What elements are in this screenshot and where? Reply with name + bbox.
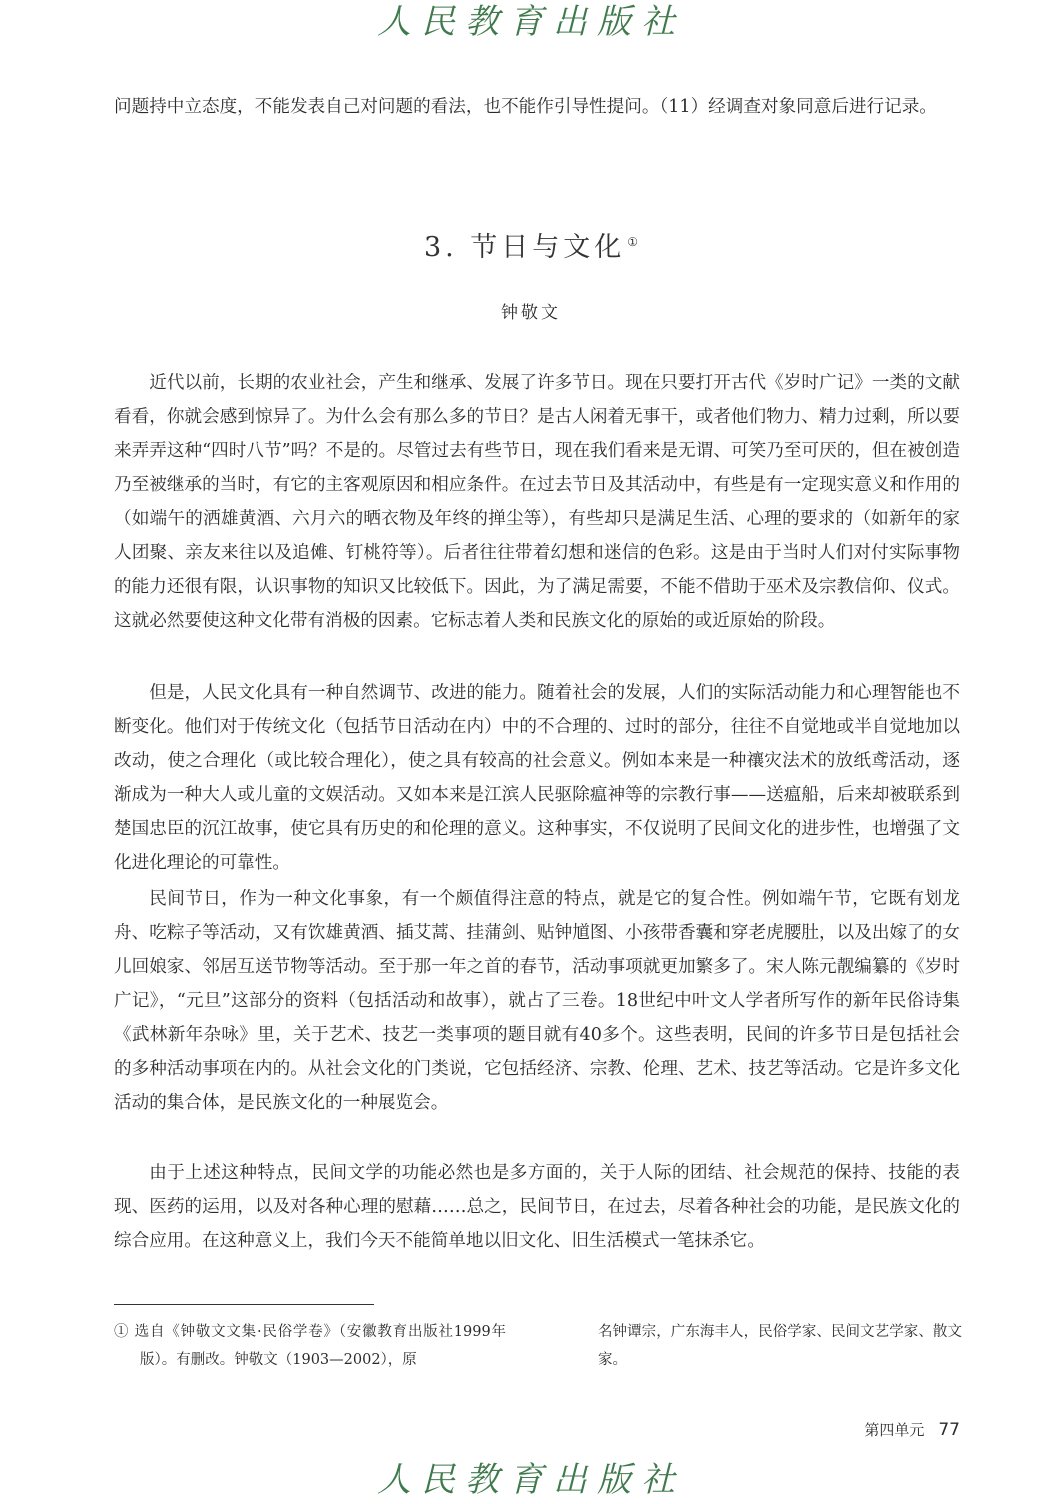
body-paragraph-3: 民间节日，作为一种文化事象，有一个颇值得注意的特点，就是它的复合性。例如端午节，它既有划龙舟、吃粽子等活动，又有饮雄黄酒、插艾蒿、挂蒲剑、贴钟馗图、小孩带香囊和穿老虎腰肚，以及出嫁了的女儿回娘家、邻居互送节物等活动。至于那一年之首的春节，活动事项就更加繁多了。宋人陈元靓编纂的《岁时广记》，“元旦”这部分的资料（包括活动和故事），就占了三卷。18世纪中叶文人学者所写作的新年民俗诗集《武林新年杂咏》里，关于艺术、技艺一类事项的题目就有40多个。这些表明，民间的许多节日是包括社会的多种活动事项在内的。从社会文化的门类说，它包括经济、宗教、伦理、艺术、技艺等活动。它是许多文化活动的集合体，是民族文化的一种展览会。 bbox=[114, 889, 960, 1113]
body-paragraph-2: 但是，人民文化具有一种自然调节、改进的能力。随着社会的发展，人们的实际活动能力和心理智能也不断变化。他们对于传统文化（包括节日活动在内）中的不合理的、过时的部分，往往不自觉地或半自觉地加以改动，使之合理化（或比较合理化），使之具有较高的社会意义。例如本来是一种禳灾法术的放纸鸢活动，逐渐成为一种大人或儿童的文娱活动。又如本来是江滨人民驱除瘟神等的宗教行事——送瘟船，后来却被联系到楚国忠臣的沉江故事，使它具有历史的和伦理的意义。这种事实，不仅说明了民间文化的进步性，也增强了文化进化理论的可靠性。 bbox=[114, 683, 960, 873]
footnote-marker: ① bbox=[627, 235, 639, 249]
page-number: 77 bbox=[938, 1420, 960, 1440]
title-text: 3. 节日与文化 bbox=[423, 232, 626, 263]
article-author: 钟敬文 bbox=[501, 303, 561, 323]
footnote-right-column: 名钟谭宗，广东海丰人，民俗学家、民间文艺学家、散文家。 bbox=[598, 1324, 962, 1368]
unit-label: 第四单元 bbox=[864, 1421, 925, 1439]
publisher-watermark-bottom: 人民教育出版社 bbox=[377, 1460, 685, 1500]
intro-paragraph: 问题持中立态度，不能发表自己对问题的看法，也不能作引导性提问。（11）经调查对象同意后进行记录。 bbox=[114, 97, 937, 117]
body-paragraph-4: 由于上述这种特点，民间文学的功能必然也是多方面的，关于人际的团结、社会规范的保持、技能的表现、医药的运用，以及对各种心理的慰藉……总之，民间节日，在过去，尽着各种社会的功能，是民族文化的综合应用。在这种意义上，我们今天不能简单地以旧文化、旧生活模式一笔抹杀它。 bbox=[114, 1163, 960, 1251]
footnote-divider bbox=[114, 1304, 374, 1305]
page-footer bbox=[864, 1416, 960, 1444]
article-title bbox=[0, 222, 1062, 268]
body-paragraph-1: 近代以前，长期的农业社会，产生和继承、发展了许多节日。现在只要打开古代《岁时广记》一类的文献看看，你就会感到惊异了。为什么会有那么多的节日？是古人闲着无事干，或者他们物力、精力过剩，所以要来弄弄这种“四时八节”吗？不是的。尽管过去有些节日，现在我们看来是无谓、可笑乃至可厌的，但在被创造乃至被继承的当时，有它的主客观原因和相应条件。在过去节日及其活动中，有些是有一定现实意义和作用的（如端午的洒雄黄酒、六月六的晒衣物及年终的掸尘等），有些却只是满足生活、心理的要求的（如新年的家人团聚、亲友来往以及追傩、钉桃符等）。后者往往带着幻想和迷信的色彩。这是由于当时人们对付实际事物的能力还很有限，认识事物的知识又比较低下。因此，为了满足需要，不能不借助于巫术及宗教信仰、仪式。这就必然要使这种文化带有消极的因素。它标志着人类和民族文化的原始的或近原始的阶段。 bbox=[114, 373, 960, 631]
footnote-left-column bbox=[114, 1318, 506, 1374]
publisher-watermark-top: 人民教育出版社 bbox=[377, 2, 685, 42]
footnote-text-left: ① 选自《钟敬文文集·民俗学卷》（安徽教育出版社1999年版）。有删改。钟敬文（1903—2002），原 bbox=[114, 1324, 506, 1368]
